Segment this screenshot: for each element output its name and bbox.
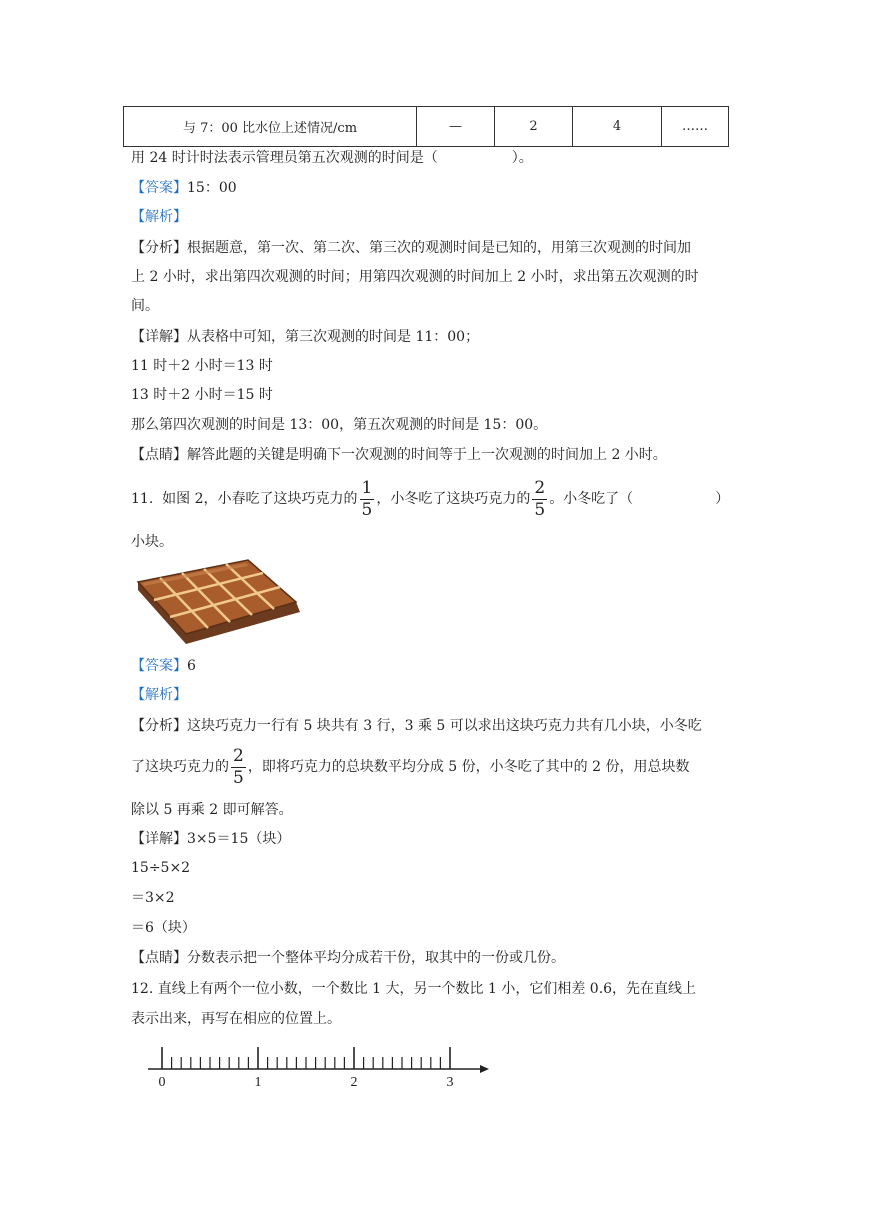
number-line-labels [159,1075,454,1090]
q11-question-end: 小块。 [131,534,173,550]
q10-fenxi-line2: 上 2 小时，求出第四次观测的时间；用第四次观测的时间加上 2 小时，求出第五次观测的时 [131,269,699,285]
q11-fenxi-line2: 了这块巧克力的 $\frac{2}{5}$ ，即将巧克力的总块数平均分成 5 份，小冬吃了其中的 2 份，用总块数 [131,745,690,788]
q11-fenxi-line1: 【分析】这块巧克力一行有 5 块共有 3 行，3 乘 5 可以求出这块巧克力共有几小块，小冬吃 [131,718,702,734]
q12-line2: 表示出来，再写在相应的位置上。 [131,1011,341,1027]
tick-label: 0 [158,1075,166,1090]
number-line [140,1040,500,1094]
q10-calc1: 11 时＋2 小时＝13 时 [131,358,273,374]
q11-dianjing: 【点睛】分数表示把一个整体平均分成若干份，取其中的一份或几份。 [131,950,565,966]
fraction: $\frac{2}{5}$ [534,477,546,520]
observation-table [123,106,729,147]
fraction: $\frac{2}{5}$ [233,745,244,788]
tick-label: 1 [254,1075,262,1090]
q11-calc2: ＝3×2 [131,890,175,906]
q10-answer: 【答案】15：00 [131,180,237,196]
q11-calc1: 15÷5×2 [131,860,191,876]
q11-question: 11. 如图 2，小春吃了这块巧克力的 $\frac{1}{5}$ ，小冬吃了这块巧克力的 $\frac{2}{5}$ 。小冬吃了（ ） [131,477,730,520]
q11-calc3: ＝6（块） [131,920,196,936]
q10-fenxi-line3: 间。 [131,298,159,314]
arrow-icon [480,1065,489,1073]
q11-analysis-tag: 【解析】 [131,687,187,703]
q10-conclusion: 那么第四次观测的时间是 13：00，第五次观测的时间是 15：00。 [131,417,548,433]
q11-xiangjie: 【详解】3×5＝15（块） [131,831,291,847]
table-cell: — [417,107,495,147]
q10-fenxi-line1: 【分析】根据题意，第一次、第二次、第三次的观测时间是已知的，用第三次观测的时间加 [131,240,691,256]
q10-question: 用 24 时计时法表示管理员第五次观测的时间是（ ）。 [131,150,533,166]
q12-line1: 12. 直线上有两个一位小数，一个数比 1 大，另一个数比 1 小，它们相差 0.6，先在直线上 [131,981,697,997]
q10-analysis-tag: 【解析】 [131,209,187,225]
tick-label: 2 [350,1075,358,1090]
q10-calc2: 13 时＋2 小时＝15 时 [131,387,273,403]
table-row [124,107,729,147]
q11-fenxi-line3: 除以 5 再乘 2 即可解答。 [131,802,293,818]
number-line-ticks [162,1047,450,1069]
table-row-label: 与 7：00 比水位上述情况/cm [124,107,417,147]
q11-answer: 【答案】6 [131,658,196,674]
tick-label: 3 [446,1075,454,1090]
table-cell: 2 [495,107,573,147]
table-cell: 4 [573,107,662,147]
q10-xiangjie: 【详解】从表格中可知，第三次观测的时间是 11：00； [131,329,480,345]
table-cell: …… [662,107,729,147]
fraction: $\frac{1}{5}$ [361,477,373,520]
q10-dianjing: 【点睛】解答此题的关键是明确下一次观测的时间等于上一次观测的时间加上 2 小时。 [131,447,667,463]
chocolate-bar-image [134,558,302,644]
